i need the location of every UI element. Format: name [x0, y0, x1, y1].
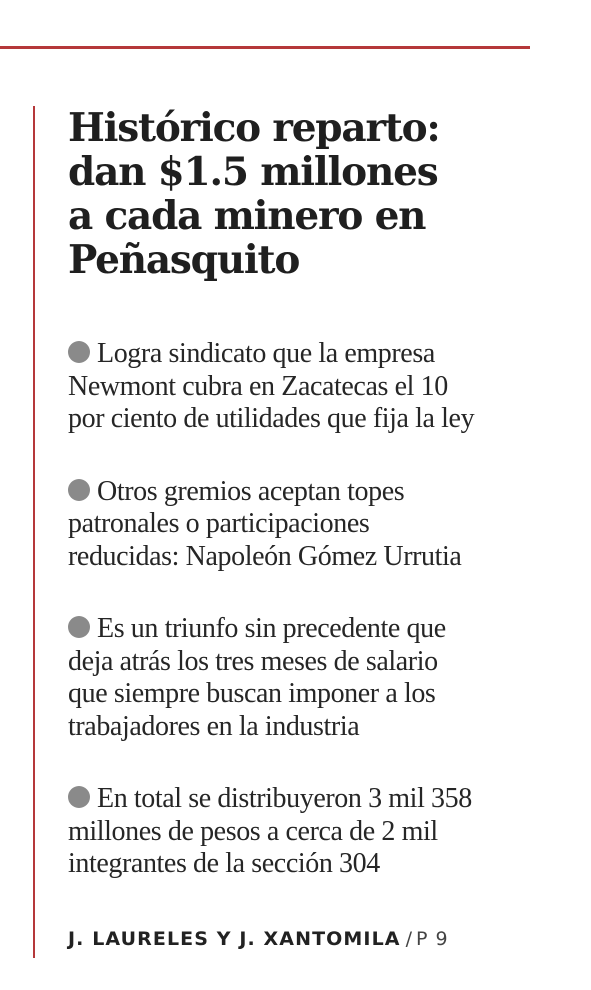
bullet-line: que siempre buscan imponer a los	[68, 678, 436, 709]
byline-separator: /	[405, 928, 412, 950]
headline-line: a cada minero en	[68, 193, 426, 239]
bullet-dot-icon	[68, 479, 90, 501]
headline-line: Peñasquito	[68, 237, 300, 283]
summary-bullet	[68, 476, 568, 574]
bullet-line: En total se distribuyeron 3 mil 358	[97, 783, 472, 814]
top-divider-rule	[0, 46, 530, 49]
bullet-line: Newmont cubra en Zacatecas el 10	[68, 370, 448, 402]
headline-line: dan $1.5 millones	[68, 149, 438, 195]
bullet-line: trabajadores en la industria	[68, 710, 360, 742]
bullet-line: por ciento de utilidades que fija la ley	[68, 403, 475, 434]
byline	[68, 926, 449, 952]
headline-line: Histórico reparto:	[68, 105, 440, 151]
bullet-line: integrantes de la sección 304	[68, 848, 380, 879]
bullet-line: Otros gremios aceptan topes	[97, 475, 405, 507]
side-divider-rule	[33, 106, 35, 958]
summary-bullet	[68, 338, 568, 436]
summary-bullets	[68, 338, 568, 921]
bullet-dot-icon	[68, 341, 90, 363]
bullet-line: patronales o participaciones	[68, 508, 370, 539]
byline-authors: J. LAURELES Y J. XANTOMILA	[68, 928, 401, 950]
bullet-dot-icon	[68, 616, 90, 638]
bullet-line: millones de pesos a cerca de 2 mil	[68, 815, 438, 847]
bullet-line: Logra sindicato que la empresa	[97, 338, 435, 369]
bullet-dot-icon	[68, 786, 90, 808]
summary-bullet	[68, 613, 568, 743]
bullet-line: deja atrás los tres meses de salario	[68, 645, 438, 677]
byline-page-reference: P 9	[416, 928, 449, 950]
bullet-line: reducidas: Napoleón Gómez Urrutia	[68, 540, 462, 572]
bullet-line: Es un triunfo sin precedente que	[97, 613, 446, 644]
headline	[68, 106, 568, 282]
summary-bullet	[68, 783, 568, 881]
